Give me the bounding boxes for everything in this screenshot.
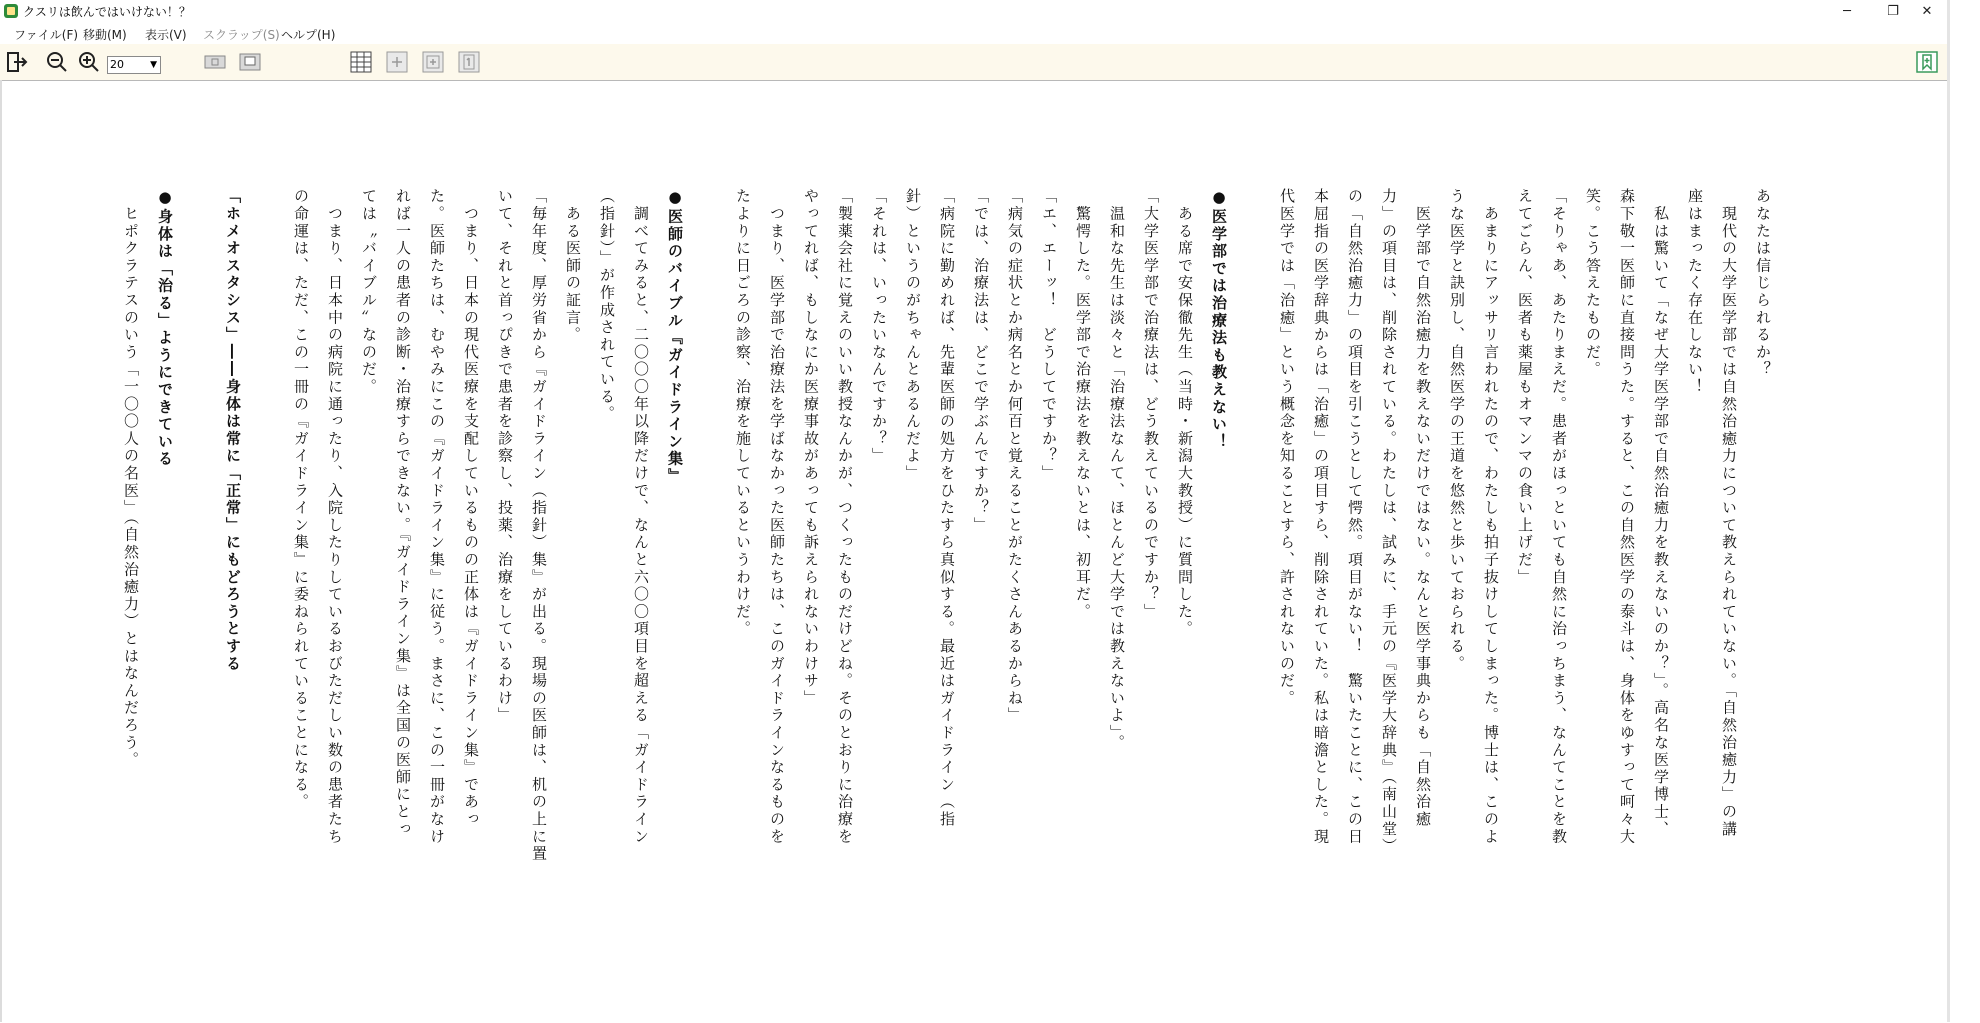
text-line: 現代の大学医学部では自然治癒力について教えられていない。「自然治癒力」の講 [1720, 188, 1738, 838]
text-line: 代医学では「治癒」という概念を知ることすら、許されないのだ。 [1278, 188, 1296, 707]
text-line: の命運は、ただ、この一冊の『ガイドライン集』に委ねられていることになる。 [292, 188, 310, 811]
text-line: 座はまったく存在しない！ [1686, 188, 1704, 396]
text-line: 森下敬一医師に直接問うた。すると、この自然医学の泰斗は、身体をゆすって呵々大 [1618, 188, 1636, 846]
exit-button[interactable] [5, 50, 29, 74]
zoom-out-icon [46, 51, 68, 73]
text-line: 温和な先生は淡々と「治療法なんて、ほとんど大学では教えないよ」。 [1108, 188, 1126, 752]
plus-box-icon [422, 51, 444, 73]
copy-page-icon [239, 51, 261, 73]
text-line: れば一人の患者の診断・治療すらできない。『ガイドライン集』は全国の医師にとっ [394, 188, 412, 838]
title-bar [0, 0, 1950, 22]
single-page-icon [204, 51, 226, 73]
menu-scrap[interactable]: スクラップ(S) [203, 28, 280, 42]
section-heading: ●身体は「治る」ようにできている [156, 188, 174, 468]
text-line: ある医師の証言。 [564, 188, 582, 344]
text-line: 針）というのがちゃんとあるんだよ」 [904, 188, 922, 483]
text-line: 「病院に勤めれば、先輩医師の処方をひたすら真似する。最近はガイドライン（指 [938, 188, 956, 829]
vertical-text-page [122, 188, 1780, 878]
text-line: うな医学と訣別し、自然医学の王道を悠然と歩いておられる。 [1448, 188, 1466, 673]
copy-page-button[interactable] [238, 50, 262, 74]
menu-move[interactable]: 移動(M) [83, 28, 127, 42]
text-line: たよりに日ごろの診察、治療を施しているというわけだ。 [734, 188, 752, 638]
text-line: つまり、日本中の病院に通ったり、入院したりしているおびただしい数の患者たち [326, 188, 344, 846]
text-line: ては〝バイブル〟なのだ。 [360, 188, 378, 396]
exit-icon [6, 51, 28, 73]
toolbar [0, 44, 1950, 80]
app-icon [3, 3, 19, 19]
bookmark-icon [1916, 51, 1938, 73]
zoom-in-button[interactable] [77, 50, 101, 74]
text-line [250, 188, 284, 878]
plus-box-icon [386, 51, 408, 73]
grid-button[interactable] [349, 50, 373, 74]
page-one-button[interactable] [457, 50, 481, 74]
text-line [1236, 188, 1270, 878]
close-button[interactable] [1904, 0, 1950, 22]
text-line: 本屈指の医学辞典からは「治癒」の項目すら、削除されていた。私は暗澹とした。現 [1312, 188, 1330, 846]
text-line [182, 188, 216, 878]
text-line: 笑。こう答えたものだ。 [1584, 188, 1602, 379]
text-line: つまり、医学部で治療法を学ばなかった医師たちは、このガイドラインなるものを [768, 188, 786, 846]
section-heading: 「ホメオスタシス」――身体は常に「正常」にもどろうとする [224, 188, 242, 673]
text-line [692, 188, 726, 878]
text-line: 「製薬会社に覚えのいい教授なんかが、つくったものだけどね。そのとおりに治療を [836, 188, 854, 846]
menu-view[interactable]: 表示(V) [145, 28, 187, 42]
text-line: いて、それと首っぴきで患者を診察し、投薬、治療をしているわけ」 [496, 188, 514, 725]
menu-bar [0, 22, 1950, 44]
plus-button-2[interactable] [421, 50, 445, 74]
text-line: つまり、日本の現代医療を支配しているものの正体は『ガイドライン集』であっ [462, 188, 480, 829]
close-icon: ✕ [1921, 3, 1933, 19]
minimize-icon: ─ [1843, 3, 1851, 19]
zoom-out-button[interactable] [45, 50, 69, 74]
text-line: ヒポクラテスのいう「一〇〇人の名医」（自然治癒力）とはなんだろう。 [122, 188, 140, 769]
menu-file[interactable]: ファイル(F) [14, 28, 79, 42]
text-line: 「大学医学部で治療法は、どう教えているのですか？」 [1142, 188, 1160, 621]
text-line: あなたは信じられるか？ [1754, 188, 1772, 379]
text-line: 「毎年度、厚労省から『ガイドライン（指針）集』が出る。現場の医師は、机の上に置 [530, 188, 548, 863]
text-line: あまりにアッサリ言われたので、わたしも拍子抜けしてしまった。博士は、このよ [1482, 188, 1500, 846]
text-line: ある席で安保徹先生（当時・新潟大教授）に質問した。 [1176, 188, 1194, 638]
window-title: クスリは飲んではいけない！？ [23, 5, 191, 19]
grid-icon [350, 51, 372, 73]
text-line: 「病気の症状とか病名とか何百と覚えることがたくさんあるからね」 [1006, 188, 1024, 725]
chevron-down-icon: ▼ [150, 60, 157, 70]
maximize-icon: ❐ [1887, 3, 1899, 19]
single-page-button[interactable] [203, 50, 227, 74]
text-line: 「エ、エーッ！ どうしてですか？」 [1040, 188, 1058, 483]
section-heading: ●医師のバイブル『ガイドライン集』 [666, 188, 684, 486]
vertical-scrollbar[interactable] [1947, 0, 1950, 1022]
text-line: の「自然治癒力」の項目を引こうとして愕然。項目がない！ 驚いたことに、この日 [1346, 188, 1364, 846]
text-line: えてごらん、医者も薬屋もオマンマの食い上げだ」 [1516, 188, 1534, 586]
text-line: （指針）」が作成されている。 [598, 188, 616, 423]
text-line: 医学部で自然治癒力を教えないだけではない。なんと医学事典からも「自然治癒 [1414, 188, 1432, 829]
text-line: 「そりゃあ、あたりまえだ。患者がほっといても自然に治っちまう、なんてことを教 [1550, 188, 1568, 846]
section-heading: ●医学部では治療法も教えない！ [1210, 188, 1228, 451]
bookmark-button[interactable] [1915, 50, 1939, 74]
text-line: 調べてみると、二〇〇〇年以降だけで、なんと六〇〇項目を超える「ガイドライン [632, 188, 650, 846]
text-line: 私は驚いて「なぜ大学医学部で自然治癒力を教えないのか？」。高名な医学博士、 [1652, 188, 1670, 838]
minimize-button[interactable] [1824, 0, 1870, 22]
text-line: 「それは、いったいなんですか？」 [870, 188, 888, 465]
zoom-select[interactable] [107, 56, 161, 74]
zoom-in-icon [78, 51, 100, 73]
zoom-value: 20 [110, 58, 124, 71]
plus-button-1[interactable] [385, 50, 409, 74]
menu-help[interactable]: ヘルプ(H) [281, 28, 336, 42]
text-line: 驚愕した。医学部で治療法を教えないとは、初耳だ。 [1074, 188, 1092, 621]
number-one-icon [458, 51, 480, 73]
text-line: た。医師たちは、むやみにこの『ガイドライン集』に従う。まさに、この一冊がなけ [428, 188, 446, 846]
view-border [0, 80, 2, 1022]
text-line: 力」の項目は、削除されている。わたしは、試みに、手元の『医学大辞典』（南山堂） [1380, 188, 1398, 856]
text-line: 「では、治療法は、どこで学ぶんですか？」 [972, 188, 990, 534]
text-line: やってれば、もしなにか医療事故があっても訴えられないわけサ」 [802, 188, 820, 707]
